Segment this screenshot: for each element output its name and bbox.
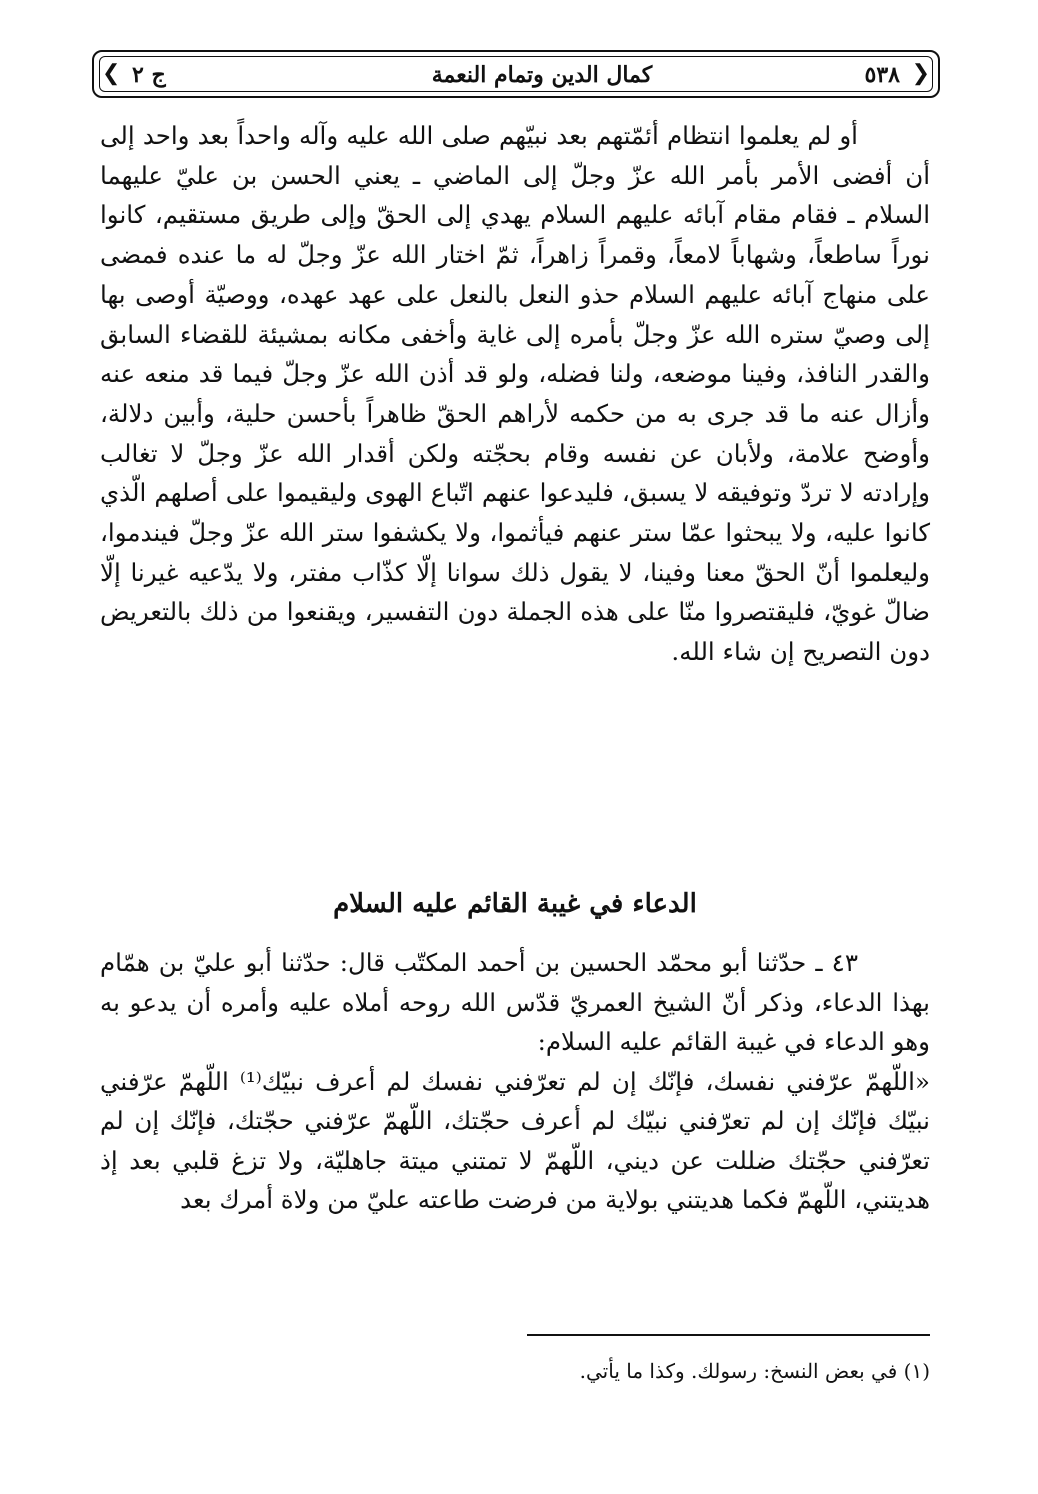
volume-number: ج ٢: [132, 62, 166, 88]
body-paragraph: أو لم يعلموا انتظام أئمّتهم بعد نبيّهم صلى الله عليه وآله واحداً بعد واحد إلى أن أفضى الأمر بأمر الله عزّ وجلّ إلى الماضي ـ يعني الحسن بن عليّ عليهما السلام ـ فقام مقام آبائه عليهم السلام يهدي إلى الحقّ وإلى طريق مستقيم، كانوا نوراً ساطعاً، وشهاباً لامعاً، وقمراً زاهراً، ثمّ اختار الله عزّ وجلّ له ما عنده فمضى على منهاج آبائه عليهم السلام حذو النعل بالنعل على عهد عهده، ووصيّة أوصى بها إلى وصيّ ستره الله عزّ وجلّ بأمره إلى غاية وأخفى مكانه بمشيئة للقضاء السابق والقدر النافذ، وفينا موضعه، ولنا فضله، ولو قد أذن الله عزّ وجلّ فيما قد منعه عنه وأزال عنه ما قد جرى به من حكمه لأراهم الحقّ ظاهراً بأحسن حلية، وأبين دلالة، وأوضح علامة، ولأبان عن نفسه وقام بحجّته ولكن أقدار الله عزّ وجلّ لا تغالب وإرادته لا تردّ وتوفيقه لا يسبق، فليدعوا عنهم اتّباع الهوى وليقيموا على أصلهم الّذي كانوا عليه، ولا يبحثوا عمّا ستر عنهم فيأثموا، ولا يكشفوا ستر الله عزّ وجلّ فيندموا، وليعلموا أنّ الحقّ معنا وفينا، لا يقول ذلك سوانا إلّا كذّاب مفتر، ولا يدّعيه غيرنا إلّا ضالّ غويّ، فليقتصروا منّا على هذه الجملة دون التفسير، ويقنعوا من ذلك بالتعريض دون التصريح إن شاء الله.: [100, 121, 930, 667]
hadith-block: [100, 943, 930, 1220]
page-number: ٥٣٨: [864, 62, 900, 88]
running-title: كمال الدين وتمام النعمة: [431, 62, 653, 88]
hadith-intro: ٤٣ ـ حدّثنا أبو محمّد الحسين بن أحمد المكتّب قال: حدّثنا أبو عليّ بن همّام بهذا الدعاء، وذكر أنّ الشيخ العمريّ قدّس الله روحه أملاه عليه وأمره أن يدعو به وهو الدعاء في غيبة القائم عليه السلام:: [100, 948, 930, 1056]
footnote: (١) في بعض النسخ: رسولك. وكذا ما يأتي.: [579, 1359, 930, 1383]
main-text: [100, 116, 930, 672]
header-ornament-right-icon: ❯: [911, 61, 930, 86]
header-ornament-left-icon: ❮: [102, 61, 121, 86]
footnote-divider: [527, 1334, 930, 1336]
section-heading: الدعاء في غيبة القائم عليه السلام: [333, 889, 697, 919]
page-header: [92, 50, 940, 98]
hadith-prayer: «اللّهمّ عرّفني نفسك، فإنّك إن لم تعرّفني نفسك لم أعرف نبيّك⁽¹⁾ اللّهمّ عرّفني نبيّك فإنّك إن لم تعرّفني نبيّك لم أعرف حجّتك، اللّهمّ عرّفني حجّتك، فإنّك إن لم تعرّفني حجّتك ضللت عن ديني، اللّهمّ لا تمتني ميتة جاهليّة، ولا تزغ قلبي بعد إذ هديتني، اللّهمّ فكما هديتني بولاية من فرضت طاعته عليّ من ولاة أمرك بعد: [100, 1066, 930, 1214]
